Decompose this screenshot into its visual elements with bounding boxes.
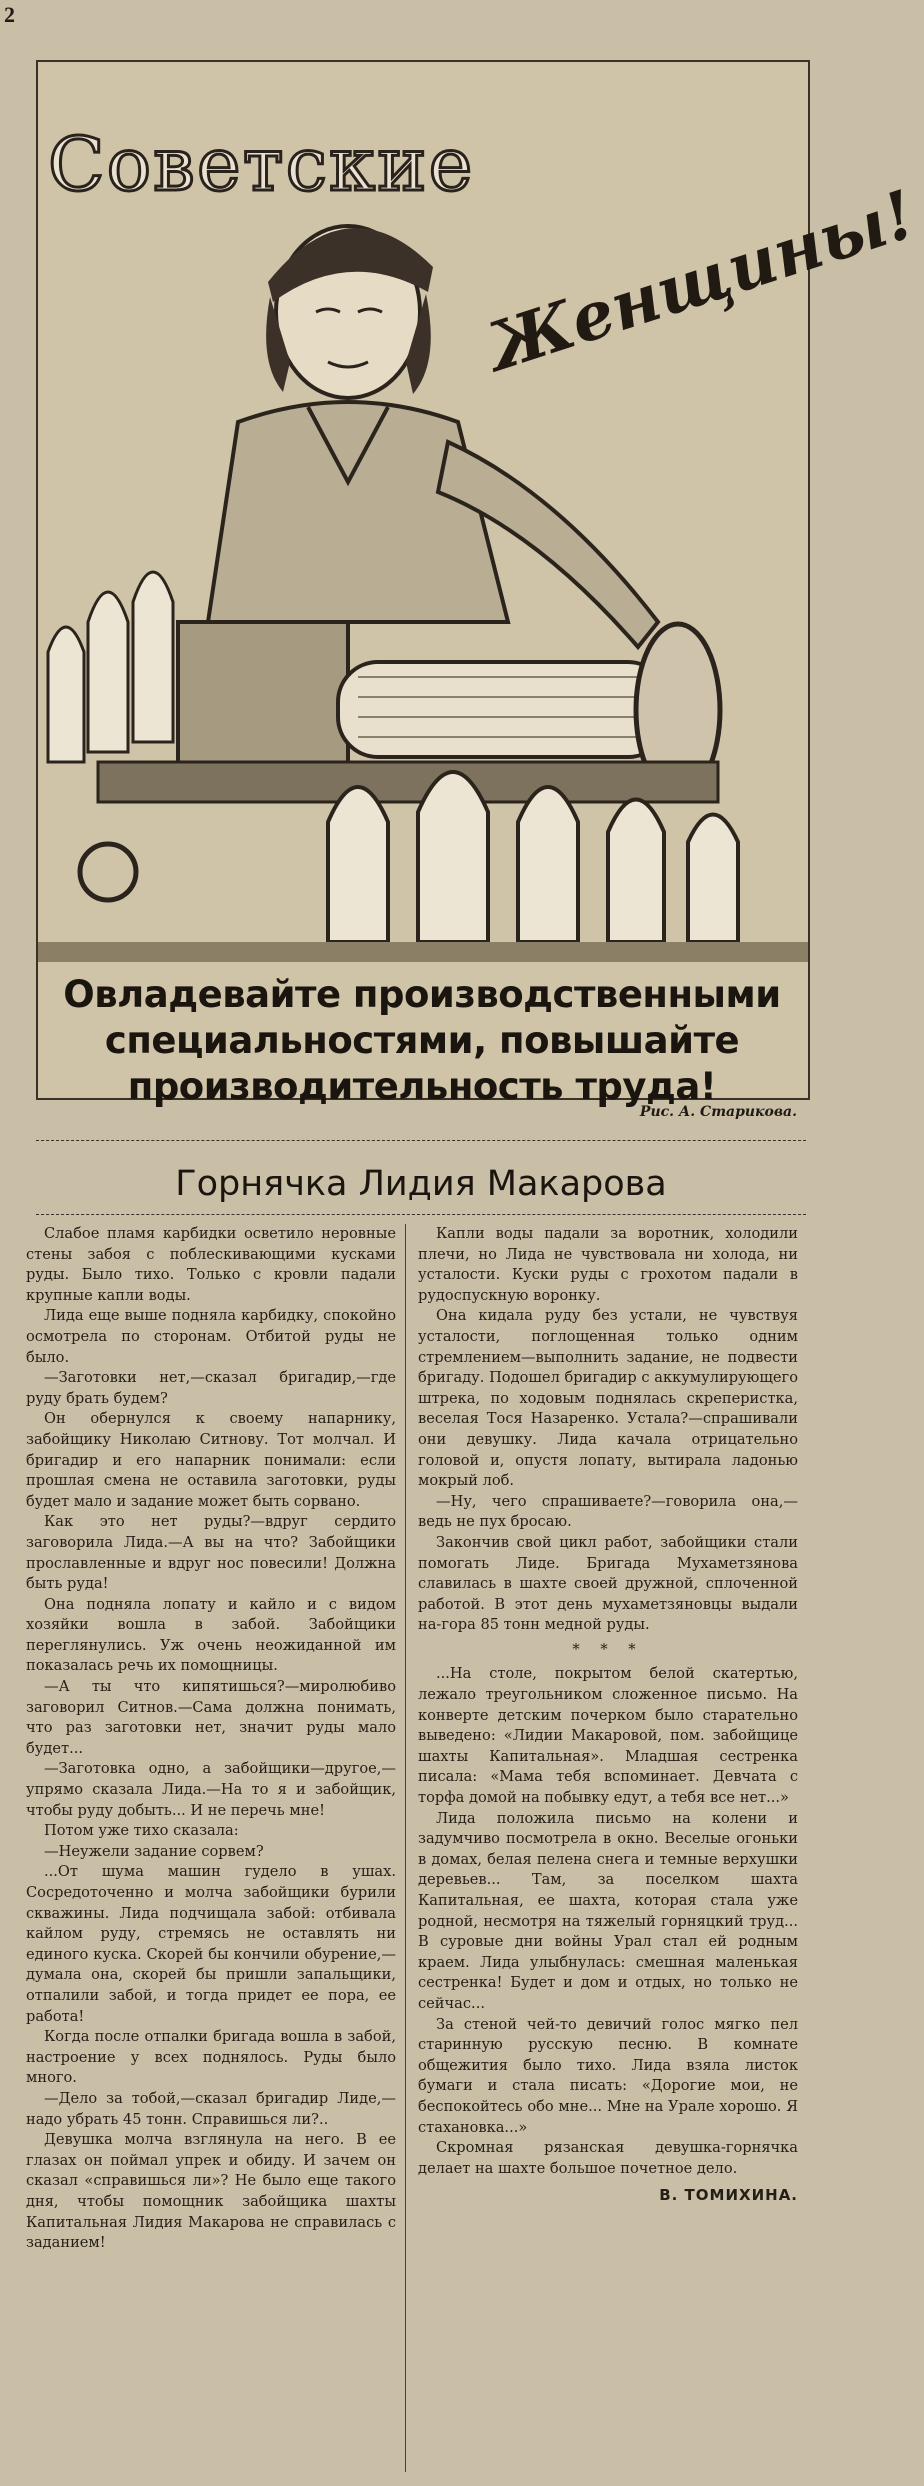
paragraph: Лида еще выше подняла карбидку, спокойно осмотрела по сторонам. Отбитой руды не было. bbox=[26, 1307, 396, 1366]
worker-body bbox=[208, 402, 508, 622]
section-stars: * * * bbox=[572, 1640, 644, 1658]
paragraph: —Ну, чего спрашиваете?—говорила она,—ведь не пух бросаю. bbox=[418, 1492, 798, 1531]
paragraph: Когда после отпалки бригада вошла в забой, настроение у всех поднялось. Руды было много. bbox=[26, 2028, 396, 2087]
paragraph: —Дело за тобой,—сказал бригадир Лиде,—надо убрать 45 тонн. Справишься ли?.. bbox=[26, 2089, 396, 2128]
paragraph: Слабое пламя карбидки осветило неровные стены забоя с поблескивающими кусками руды. Было тихо. Только с кровли падали крупные капли воды. bbox=[26, 1225, 396, 1304]
paragraph: Как это нет руды?—вдруг сердито заговорила Лида.—А вы на что? Забойщики прославленные и вдруг нос повесили! Должна быть руда! bbox=[26, 1513, 396, 1593]
top-divider bbox=[36, 1140, 806, 1141]
paragraph: Он обернулся к своему напарнику, забойщику Николаю Ситнову. Тот молчал. И бригадир и его напарник понимали: если прошлая смена не оставила заготовки, руды будет мало и задание может быть сорвано. bbox=[26, 1410, 396, 1510]
article-column-left bbox=[26, 1224, 396, 2254]
illustration-credit: Рис. А. Старикова. bbox=[639, 1104, 797, 1120]
paragraph: Капли воды падали за воротник, холодили плечи, но Лида не чувствовала ни холода, ни усталости. Куски руды с грохотом падали в рудоспускную воронку. bbox=[418, 1225, 798, 1304]
article-column-right bbox=[418, 1224, 798, 2206]
paragraph: Она подняла лопату и кайло и с видом хозяйки вошла в забой. Забойщики переглянулись. Уж очень неожиданной им показалась речь их помощницы. bbox=[26, 1595, 396, 1675]
paragraph: —А ты что кипятишься?—миролюбиво заговорил Ситнов.—Сама должна понимать, что раз заготовки нет, значит руды мало будет... bbox=[26, 1678, 396, 1757]
paragraph: —Неужели задание сорвем? bbox=[44, 1842, 264, 1860]
paragraph: ...На столе, покрытом белой скатертью, лежало треугольником сложенное письмо. На конверте детским почерком было старательно выведено: «Лидии Макаровой, пом. забойщице шахты Капитальная». Младшая сестренка писала: «Мама тебя вспоминает. Девчата с торфа домой на побывку едут, а тебя все нет...» bbox=[418, 1665, 798, 1807]
column-divider bbox=[405, 1224, 406, 2472]
paragraph: ...От шума машин гудело в ушах. Сосредоточенно и молча забойщики бурили скважины. Лида подчищала забой: отбивала кайлом руду, стремясь не оставлять ни единого куска. Скорей бы кончили обурение,—думала она, скорей бы пришли запальщики, отпалили забой, и тогда придет ее пора, ее работа! bbox=[26, 1863, 396, 2025]
paragraph: Лида положила письмо на колени и задумчиво посмотрела в окно. Веселые огоньки в домах, белая пелена снега и темные верхушки деревьев... Там, за поселком шахта Капитальная, ее шахта, которая стала уже родной, несмотря на тяжелый горняцкий труд... В суровые дни войны Урал стал ей родным краем. Лида улыбнулась: смешная маленькая сестренка! Будет и дом и отдых, но только не сейчас... bbox=[418, 1809, 798, 2012]
paragraph: Она кидала руду без устали, не чувствуя усталости, поглощенная только одним стремлением—выполнить задание, не подвести бригаду. Подошел бригадир с аккумулирующего штрека, по ходовым поднялась скреперистка, веселая Тося Назаренко. Устала?—спрашивали они девушку. Лида качала отрицательно головой и, опустя лопату, вытирала ладонью мокрый лоб. bbox=[418, 1307, 798, 1490]
poster-slogan: Овладевайте производственными специальностями, повышайте производительность труда! bbox=[63, 973, 781, 1108]
headline-divider bbox=[36, 1214, 806, 1215]
lathe-headstock bbox=[178, 622, 348, 772]
lathe-bed bbox=[98, 762, 718, 802]
propaganda-poster bbox=[36, 60, 924, 1108]
paragraph: За стеной чей-то девичий голос мягко пел старинную русскую песню. В комнате общежития было тихо. Лида взяла листок бумаги и стала писать: «Дорогие мои, не беспокойтесь обо мне... Мне на Урале хорошо. Я стахановка...» bbox=[418, 2015, 798, 2136]
page-number: 2 bbox=[4, 2, 15, 27]
paragraph: —Заготовка одно, а забойщики—другое,—упрямо сказала Лида.—На то я и забойщик, чтобы руду добыть... И не перечь мне! bbox=[26, 1760, 396, 1819]
paragraph: Девушка молча взглянула на него. В ее глазах он поймал упрек и обиду. И зачем он сказал «справишься ли»? Не было еще такого дня, чтобы помощник забойщика шахты Капитальная Лидия Макарова не справилась с заданием! bbox=[26, 2131, 396, 2252]
poster-title: Советские bbox=[48, 122, 475, 208]
author-signature: В. ТОМИХИНА. bbox=[659, 2186, 798, 2205]
paragraph: Потом уже тихо сказала: bbox=[44, 1822, 239, 1840]
poster-subtitle: Женщины! bbox=[478, 174, 924, 387]
paragraph: Закончив свой цикл работ, забойщики стали помогать Лиде. Бригада Мухаметзянова славилась в шахте своей дружной, сплоченной работой. В этот день мухаметзяновцы выдали на-гора 85 тонн медной руды. bbox=[418, 1533, 798, 1634]
article-headline: Горнячка Лидия Макарова bbox=[175, 1164, 667, 1204]
paragraph: Скромная рязанская девушка-горнячка делает на шахте большое почетное дело. bbox=[418, 2139, 798, 2177]
paragraph: —Заготовки нет,—сказал бригадир,—где руду брать будем? bbox=[26, 1369, 396, 1407]
poster-illustration bbox=[38, 62, 808, 1098]
